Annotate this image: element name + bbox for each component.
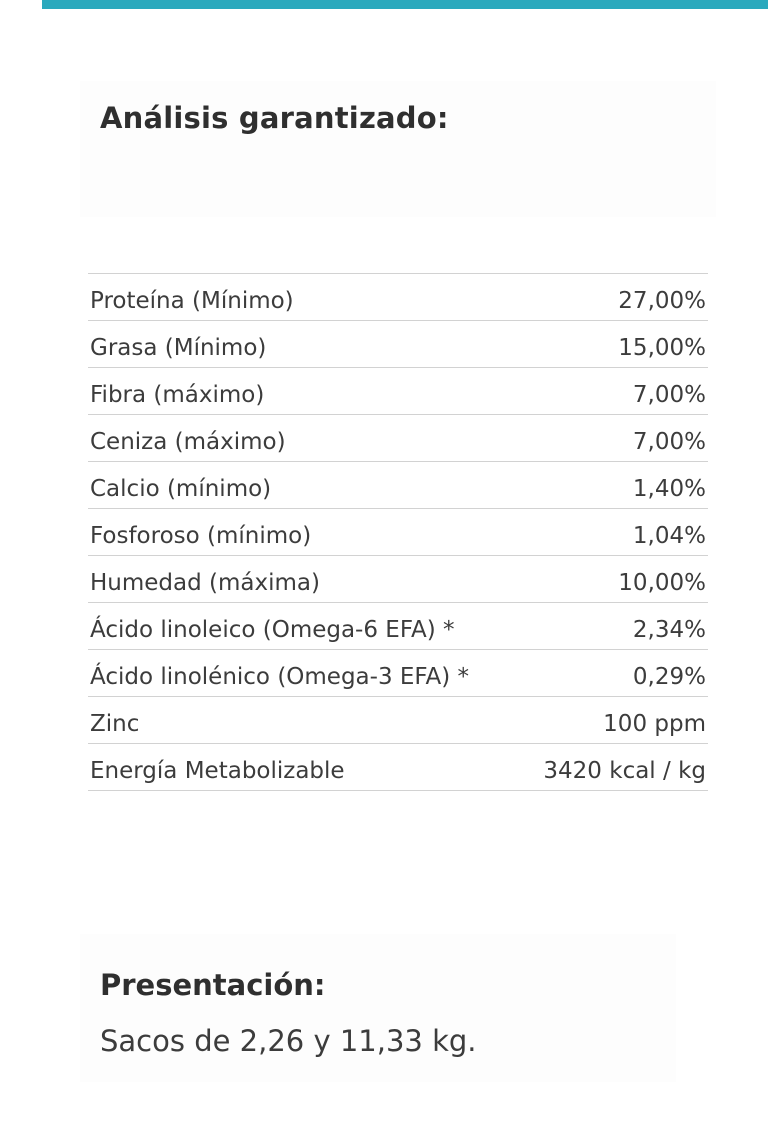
nutrient-value: 7,00% (398, 368, 708, 415)
nutrient-value: 0,29% (398, 650, 708, 697)
nutrient-value: 1,04% (398, 509, 708, 556)
table-row (88, 509, 708, 556)
table-row (88, 744, 708, 791)
table-row (88, 274, 708, 321)
table-row (88, 650, 708, 697)
table-row (88, 321, 708, 368)
nutrient-label: Fibra (máximo) (88, 368, 398, 415)
presentation-card (80, 934, 676, 1082)
nutrient-label: Ácido linolénico (Omega-3 EFA) * (88, 650, 398, 697)
nutrient-value: 1,40% (398, 462, 708, 509)
table-row (88, 556, 708, 603)
nutrient-value: 7,00% (398, 415, 708, 462)
nutrient-label: Ceniza (máximo) (88, 415, 398, 462)
table-row (88, 415, 708, 462)
page-title: Análisis garantizado: (100, 101, 449, 135)
guaranteed-analysis-table-wrap (88, 273, 708, 791)
table-row (88, 603, 708, 650)
table-row (88, 368, 708, 415)
nutrient-label: Zinc (88, 697, 398, 744)
nutrient-value: 2,34% (398, 603, 708, 650)
nutrient-value: 100 ppm (398, 697, 708, 744)
nutrient-label: Energía Metabolizable (88, 744, 398, 791)
presentation-title: Presentación: (100, 968, 326, 1002)
table-row (88, 462, 708, 509)
nutrient-label: Fosforoso (mínimo) (88, 509, 398, 556)
nutrient-label: Calcio (mínimo) (88, 462, 398, 509)
guaranteed-analysis-table (88, 273, 708, 791)
nutrient-value: 10,00% (398, 556, 708, 603)
presentation-text: Sacos de 2,26 y 11,33 kg. (100, 1024, 477, 1058)
nutrient-label: Grasa (Mínimo) (88, 321, 398, 368)
nutrient-label: Ácido linoleico (Omega-6 EFA) * (88, 603, 398, 650)
nutrient-value: 3420 kcal / kg (398, 744, 708, 791)
nutrient-value: 27,00% (398, 274, 708, 321)
top-accent-bar (42, 0, 768, 9)
guaranteed-analysis-card (80, 81, 716, 217)
nutrient-label: Proteína (Mínimo) (88, 274, 398, 321)
nutrient-value: 15,00% (398, 321, 708, 368)
table-row (88, 697, 708, 744)
nutrient-label: Humedad (máxima) (88, 556, 398, 603)
